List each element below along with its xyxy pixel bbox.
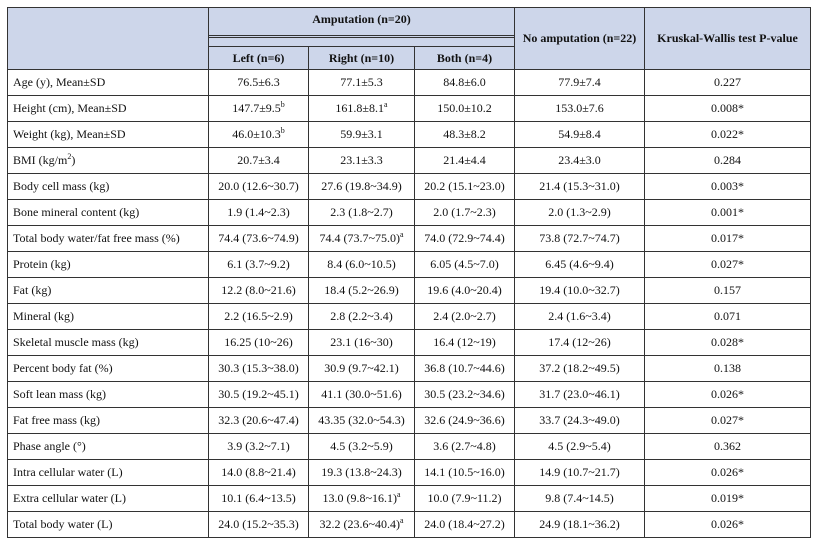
cell-none-value: 73.8 (72.7~74.7) — [539, 231, 620, 245]
cell-p-value: 0.022* — [711, 127, 744, 141]
cell-both — [415, 330, 515, 356]
cell-both-value: 3.6 (2.7~4.8) — [433, 439, 496, 453]
row-label — [8, 200, 209, 226]
row-label — [8, 122, 209, 148]
table-row — [8, 512, 811, 538]
cell-both — [415, 200, 515, 226]
cell-right-superscript: a — [396, 490, 401, 499]
cell-left — [209, 174, 309, 200]
cell-left-value: 12.2 (8.0~21.6) — [221, 283, 296, 297]
cell-left — [209, 304, 309, 330]
cell-none — [515, 70, 645, 96]
cell-p — [645, 460, 811, 486]
row-label — [8, 278, 209, 304]
row-label — [8, 304, 209, 330]
cell-none-value: 21.4 (15.3~31.0) — [539, 179, 620, 193]
table-body — [8, 70, 811, 538]
cell-right — [309, 356, 415, 382]
cell-left — [209, 200, 309, 226]
cell-both — [415, 408, 515, 434]
cell-left-superscript: b — [280, 126, 285, 135]
cell-right — [309, 174, 415, 200]
cell-right-value: 23.1±3.3 — [340, 153, 383, 167]
header-label-cell — [8, 8, 209, 70]
cell-left — [209, 434, 309, 460]
cell-none — [515, 122, 645, 148]
cell-p — [645, 434, 811, 460]
cell-right — [309, 278, 415, 304]
header-double-rule — [209, 35, 514, 38]
cell-p — [645, 330, 811, 356]
table-row — [8, 148, 811, 174]
cell-p-value: 0.138 — [714, 361, 741, 375]
cell-left-value: 20.7±3.4 — [237, 153, 280, 167]
row-label — [8, 70, 209, 96]
row-label — [8, 330, 209, 356]
row-label — [8, 252, 209, 278]
results-table — [7, 7, 811, 538]
table-row — [8, 330, 811, 356]
row-label — [8, 174, 209, 200]
cell-both — [415, 356, 515, 382]
cell-both — [415, 278, 515, 304]
cell-both-value: 19.6 (4.0~20.4) — [427, 283, 502, 297]
table-row — [8, 252, 811, 278]
cell-none-value: 2.4 (1.6~3.4) — [548, 309, 611, 323]
row-label-text: Protein (kg) — [13, 257, 71, 271]
cell-p — [645, 512, 811, 538]
cell-left-value: 6.1 (3.7~9.2) — [227, 257, 290, 271]
cell-p-value: 0.026* — [711, 465, 744, 479]
cell-left — [209, 252, 309, 278]
cell-right-value: 19.3 (13.8~24.3) — [321, 465, 402, 479]
cell-none — [515, 278, 645, 304]
table-row — [8, 122, 811, 148]
cell-p — [645, 174, 811, 200]
cell-left-value: 16.25 (10~26) — [224, 335, 293, 349]
cell-none-value: 14.9 (10.7~21.7) — [539, 465, 620, 479]
cell-left-value: 24.0 (15.2~35.3) — [218, 517, 299, 531]
row-label-text: Skeletal muscle mass (kg) — [13, 335, 139, 349]
cell-left — [209, 512, 309, 538]
cell-right-value: 2.8 (2.2~3.4) — [330, 309, 393, 323]
row-label-text: Fat (kg) — [13, 283, 52, 297]
cell-p-value: 0.284 — [714, 153, 741, 167]
row-label — [8, 226, 209, 252]
cell-left — [209, 486, 309, 512]
cell-right-value: 23.1 (16~30) — [330, 335, 393, 349]
cell-both — [415, 486, 515, 512]
cell-right-value: 43.35 (32.0~54.3) — [318, 413, 405, 427]
row-label-text: Age (y), Mean±SD — [13, 75, 106, 89]
cell-left — [209, 330, 309, 356]
row-label-text: Mineral (kg) — [13, 309, 74, 323]
cell-none — [515, 200, 645, 226]
cell-both — [415, 148, 515, 174]
row-label — [8, 148, 209, 174]
cell-none-value: 19.4 (10.0~32.7) — [539, 283, 620, 297]
cell-none — [515, 460, 645, 486]
cell-p — [645, 70, 811, 96]
cell-right-value: 30.9 (9.7~42.1) — [324, 361, 399, 375]
cell-both-value: 48.3±8.2 — [443, 127, 486, 141]
cell-right — [309, 512, 415, 538]
cell-both-value: 30.5 (23.2~34.6) — [424, 387, 505, 401]
cell-right-value: 161.8±8.1 — [335, 101, 385, 115]
cell-p — [645, 382, 811, 408]
cell-both — [415, 460, 515, 486]
cell-both — [415, 434, 515, 460]
row-label-text: Percent body fat (%) — [13, 361, 113, 375]
cell-none-value: 153.0±7.6 — [555, 101, 604, 115]
row-label-text: Total body water/fat free mass (%) — [13, 231, 180, 245]
cell-both-value: 74.0 (72.9~74.4) — [424, 231, 505, 245]
cell-left-value: 30.3 (15.3~38.0) — [218, 361, 299, 375]
cell-both-value: 14.1 (10.5~16.0) — [424, 465, 505, 479]
row-label — [8, 408, 209, 434]
cell-left — [209, 382, 309, 408]
row-label — [8, 512, 209, 538]
row-label — [8, 382, 209, 408]
cell-p — [645, 486, 811, 512]
cell-both-value: 36.8 (10.7~44.6) — [424, 361, 505, 375]
cell-right — [309, 226, 415, 252]
cell-right — [309, 486, 415, 512]
cell-left — [209, 460, 309, 486]
table-row — [8, 460, 811, 486]
cell-p — [645, 304, 811, 330]
cell-right — [309, 330, 415, 356]
cell-both-value: 24.0 (18.4~27.2) — [424, 517, 505, 531]
cell-left-value: 32.3 (20.6~47.4) — [218, 413, 299, 427]
table-header — [8, 8, 811, 70]
cell-both-value: 84.8±6.0 — [443, 75, 486, 89]
cell-none-value: 37.2 (18.2~49.5) — [539, 361, 620, 375]
cell-right-value: 4.5 (3.2~5.9) — [330, 439, 393, 453]
cell-both-value: 6.05 (4.5~7.0) — [430, 257, 499, 271]
cell-left — [209, 148, 309, 174]
cell-both — [415, 96, 515, 122]
row-label-text: Phase angle (°) — [13, 439, 86, 453]
cell-both-value: 16.4 (12~19) — [433, 335, 496, 349]
cell-p — [645, 122, 811, 148]
cell-both — [415, 382, 515, 408]
cell-none — [515, 252, 645, 278]
row-label-text: Body cell mass (kg) — [13, 179, 110, 193]
cell-none — [515, 174, 645, 200]
cell-p — [645, 252, 811, 278]
cell-both-value: 21.4±4.4 — [443, 153, 486, 167]
cell-right — [309, 122, 415, 148]
cell-none — [515, 356, 645, 382]
cell-both-value: 32.6 (24.9~36.6) — [424, 413, 505, 427]
cell-none-value: 54.9±8.4 — [558, 127, 601, 141]
table-row — [8, 70, 811, 96]
row-label — [8, 356, 209, 382]
cell-both-value: 150.0±10.2 — [437, 101, 492, 115]
cell-right — [309, 200, 415, 226]
cell-right-value: 59.9±3.1 — [340, 127, 383, 141]
cell-none-value: 31.7 (23.0~46.1) — [539, 387, 620, 401]
row-label-tail: ) — [71, 153, 76, 167]
cell-right-value: 41.1 (30.0~51.6) — [321, 387, 402, 401]
row-label-text: Total body water (L) — [13, 517, 113, 531]
row-label — [8, 96, 209, 122]
cell-right — [309, 408, 415, 434]
table-row — [8, 226, 811, 252]
header-no-amputation: No amputation (n=22) — [515, 8, 645, 70]
cell-none-value: 33.7 (24.3~49.0) — [539, 413, 620, 427]
cell-p — [645, 200, 811, 226]
cell-p — [645, 408, 811, 434]
cell-none — [515, 226, 645, 252]
cell-none — [515, 434, 645, 460]
row-label-text: BMI (kg/m — [13, 153, 68, 167]
cell-p — [645, 96, 811, 122]
cell-p-value: 0.019* — [711, 491, 744, 505]
cell-left-value: 2.2 (16.5~2.9) — [224, 309, 293, 323]
cell-left-value: 1.9 (1.4~2.3) — [227, 205, 290, 219]
cell-left — [209, 70, 309, 96]
cell-right — [309, 382, 415, 408]
cell-p-value: 0.001* — [711, 205, 744, 219]
row-label-text: Fat free mass (kg) — [13, 413, 100, 427]
cell-left-value: 10.1 (6.4~13.5) — [221, 491, 296, 505]
cell-right-value: 77.1±5.3 — [340, 75, 383, 89]
cell-p-value: 0.157 — [714, 283, 741, 297]
row-label — [8, 434, 209, 460]
header-right: Right (n=10) — [309, 47, 415, 70]
table-row — [8, 382, 811, 408]
cell-both — [415, 252, 515, 278]
cell-right — [309, 434, 415, 460]
cell-left — [209, 122, 309, 148]
cell-left — [209, 278, 309, 304]
row-label-text: Intra cellular water (L) — [13, 465, 123, 479]
cell-right-value: 74.4 (73.7~75.0) — [319, 231, 400, 245]
cell-both — [415, 70, 515, 96]
cell-none-value: 6.45 (4.6~9.4) — [545, 257, 614, 271]
table-row — [8, 434, 811, 460]
row-label-text: Bone mineral content (kg) — [13, 205, 140, 219]
cell-left-superscript: b — [280, 100, 285, 109]
header-amputation-group — [209, 8, 515, 47]
cell-both-value: 20.2 (15.1~23.0) — [424, 179, 505, 193]
cell-right-value: 13.0 (9.8~16.1) — [322, 491, 397, 505]
cell-none — [515, 512, 645, 538]
row-label-text: Height (cm), Mean±SD — [13, 101, 127, 115]
cell-right-value: 32.2 (23.6~40.4) — [319, 517, 400, 531]
table-row — [8, 96, 811, 122]
cell-left-value: 76.5±6.3 — [237, 75, 280, 89]
cell-both — [415, 512, 515, 538]
cell-both — [415, 304, 515, 330]
row-label — [8, 460, 209, 486]
cell-left-value: 20.0 (12.6~30.7) — [218, 179, 299, 193]
cell-p-value: 0.071 — [714, 309, 741, 323]
table-row — [8, 174, 811, 200]
cell-right — [309, 460, 415, 486]
cell-right-superscript: a — [384, 100, 388, 109]
table-row — [8, 408, 811, 434]
cell-none — [515, 408, 645, 434]
cell-none — [515, 486, 645, 512]
cell-p-value: 0.026* — [711, 387, 744, 401]
cell-both-value: 2.0 (1.7~2.3) — [433, 205, 496, 219]
row-label-superscript: 2 — [67, 152, 72, 161]
cell-p-value: 0.017* — [711, 231, 744, 245]
cell-none-value: 4.5 (2.9~5.4) — [548, 439, 611, 453]
cell-none — [515, 382, 645, 408]
cell-left-value: 74.4 (73.6~74.9) — [218, 231, 299, 245]
cell-p-value: 0.003* — [711, 179, 744, 193]
cell-none-value: 9.8 (7.4~14.5) — [545, 491, 614, 505]
cell-left-value: 46.0±10.3 — [232, 127, 281, 141]
cell-p — [645, 278, 811, 304]
cell-none-value: 17.4 (12~26) — [548, 335, 611, 349]
cell-none — [515, 330, 645, 356]
cell-both — [415, 122, 515, 148]
table-row — [8, 200, 811, 226]
cell-none — [515, 96, 645, 122]
header-amputation-label: Amputation (n=20) — [312, 12, 411, 26]
table-row — [8, 486, 811, 512]
cell-p-value: 0.227 — [714, 75, 741, 89]
cell-both-value: 10.0 (7.9~11.2) — [427, 491, 502, 505]
cell-left — [209, 356, 309, 382]
cell-right — [309, 252, 415, 278]
cell-left-value: 3.9 (3.2~7.1) — [227, 439, 290, 453]
cell-left-value: 30.5 (19.2~45.1) — [218, 387, 299, 401]
cell-right-superscript: a — [399, 230, 404, 239]
cell-left — [209, 226, 309, 252]
cell-none-value: 24.9 (18.1~36.2) — [539, 517, 620, 531]
row-label — [8, 486, 209, 512]
header-left: Left (n=6) — [209, 47, 309, 70]
cell-right-superscript: a — [399, 516, 404, 525]
cell-right-value: 27.6 (19.8~34.9) — [321, 179, 402, 193]
row-label-text: Weight (kg), Mean±SD — [13, 127, 126, 141]
cell-both — [415, 226, 515, 252]
cell-p-value: 0.362 — [714, 439, 741, 453]
cell-none — [515, 148, 645, 174]
cell-left — [209, 408, 309, 434]
cell-p-value: 0.027* — [711, 257, 744, 271]
cell-none-value: 77.9±7.4 — [558, 75, 601, 89]
cell-none — [515, 304, 645, 330]
cell-p-value: 0.008* — [711, 101, 744, 115]
cell-p — [645, 148, 811, 174]
header-both: Both (n=4) — [415, 47, 515, 70]
cell-p — [645, 226, 811, 252]
table-row — [8, 278, 811, 304]
cell-left-value: 147.7±9.5 — [232, 101, 281, 115]
row-label-text: Soft lean mass (kg) — [13, 387, 106, 401]
table-row — [8, 304, 811, 330]
cell-right-value: 8.4 (6.0~10.5) — [327, 257, 396, 271]
cell-both-value: 2.4 (2.0~2.7) — [433, 309, 496, 323]
row-label-text: Extra cellular water (L) — [13, 491, 126, 505]
cell-right-value: 18.4 (5.2~26.9) — [324, 283, 399, 297]
cell-left-value: 14.0 (8.8~21.4) — [221, 465, 296, 479]
cell-p — [645, 356, 811, 382]
cell-both — [415, 174, 515, 200]
cell-right-value: 2.3 (1.8~2.7) — [330, 205, 393, 219]
cell-none-value: 23.4±3.0 — [558, 153, 601, 167]
cell-p-value: 0.028* — [711, 335, 744, 349]
cell-right — [309, 96, 415, 122]
cell-right — [309, 304, 415, 330]
header-pvalue: Kruskal-Wallis test P-value — [645, 8, 811, 70]
cell-left — [209, 96, 309, 122]
cell-none-value: 2.0 (1.3~2.9) — [548, 205, 611, 219]
table-row — [8, 356, 811, 382]
cell-right — [309, 148, 415, 174]
cell-p-value: 0.027* — [711, 413, 744, 427]
cell-right — [309, 70, 415, 96]
cell-p-value: 0.026* — [711, 517, 744, 531]
